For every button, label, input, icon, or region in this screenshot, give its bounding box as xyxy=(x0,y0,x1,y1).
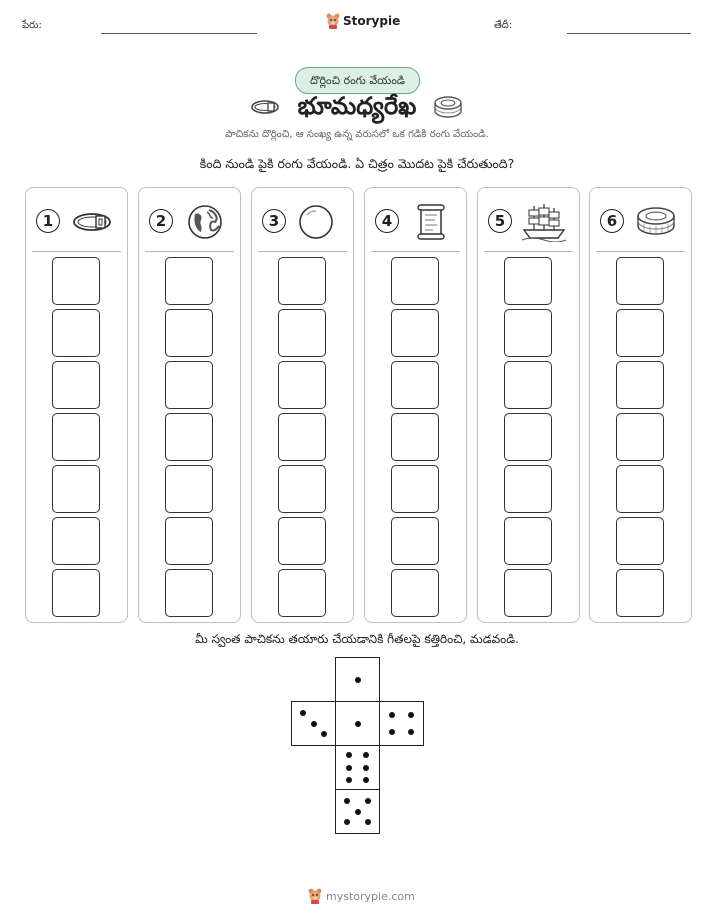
date-label: తేదీ: xyxy=(494,20,513,31)
dice-pip xyxy=(346,765,352,771)
color-cell[interactable] xyxy=(278,257,326,305)
color-cell[interactable] xyxy=(52,413,100,461)
dice-face-6 xyxy=(335,745,380,790)
footer-url: mystorypie.com xyxy=(326,889,415,903)
circle-icon xyxy=(294,202,342,242)
dice-pip xyxy=(321,731,327,737)
color-cell[interactable] xyxy=(616,465,664,513)
dice-pip xyxy=(344,819,350,825)
color-cell[interactable] xyxy=(52,465,100,513)
color-cell[interactable] xyxy=(278,309,326,357)
color-cell[interactable] xyxy=(165,413,213,461)
bear-icon xyxy=(308,888,322,904)
color-cell[interactable] xyxy=(52,309,100,357)
dice-pip xyxy=(355,809,361,815)
column-number: 2 xyxy=(149,209,173,233)
color-cell[interactable] xyxy=(52,361,100,409)
color-cell[interactable] xyxy=(391,361,439,409)
dice-pip xyxy=(408,712,414,718)
color-cell[interactable] xyxy=(616,361,664,409)
column-3 xyxy=(251,187,354,623)
color-cell[interactable] xyxy=(165,569,213,617)
dice-face-5 xyxy=(335,789,380,834)
brand-name: Storypie xyxy=(343,14,401,28)
color-cell[interactable] xyxy=(278,361,326,409)
subtitle: పాచికను దొర్లించి, ఆ సంఖ్య ఉన్న వరుసలో ఒక గడికి రంగు వేయండి. xyxy=(225,129,489,140)
dice-pip xyxy=(408,729,414,735)
instruction: కింది నుండి పైకి రంగు వేయండి. ఏ చిత్రం మొదట పైకి చేరుతుంది? xyxy=(199,156,515,171)
color-cell[interactable] xyxy=(52,569,100,617)
color-cell[interactable] xyxy=(278,517,326,565)
color-cell[interactable] xyxy=(278,569,326,617)
color-cell[interactable] xyxy=(52,257,100,305)
column-1 xyxy=(25,187,128,623)
color-cell[interactable] xyxy=(391,257,439,305)
date-line xyxy=(567,33,691,34)
footer xyxy=(308,888,415,904)
dice-pip xyxy=(346,752,352,758)
column-2 xyxy=(138,187,241,623)
dice-pip xyxy=(344,798,350,804)
dice-pip xyxy=(300,710,306,716)
column-divider xyxy=(371,251,460,252)
column-number: 6 xyxy=(600,209,624,233)
column-6 xyxy=(589,187,692,623)
dice-pip xyxy=(363,777,369,783)
color-cell[interactable] xyxy=(616,257,664,305)
color-cell[interactable] xyxy=(278,465,326,513)
dice-pip xyxy=(365,798,371,804)
color-cell[interactable] xyxy=(616,517,664,565)
column-number: 5 xyxy=(488,209,512,233)
dice-pip xyxy=(346,777,352,783)
color-cell[interactable] xyxy=(165,257,213,305)
page-title: భూమధ్యరేఖ xyxy=(297,92,417,120)
color-cell[interactable] xyxy=(391,309,439,357)
dice-face-4 xyxy=(379,701,424,746)
dice-pip xyxy=(311,721,317,727)
dice-pip xyxy=(389,729,395,735)
dice-pip xyxy=(363,765,369,771)
scroll-icon xyxy=(407,202,455,242)
dice-face-3 xyxy=(291,701,336,746)
color-cell[interactable] xyxy=(52,517,100,565)
dice-pip xyxy=(365,819,371,825)
column-number: 3 xyxy=(262,209,286,233)
column-number: 4 xyxy=(375,209,399,233)
belt-icon xyxy=(68,202,116,242)
color-cell[interactable] xyxy=(391,569,439,617)
color-cell[interactable] xyxy=(391,465,439,513)
color-cell[interactable] xyxy=(616,309,664,357)
column-divider xyxy=(145,251,234,252)
name-label: పేరు: xyxy=(22,20,42,31)
activity-badge: దొర్లించి రంగు వేయండి xyxy=(295,67,420,94)
dice-pip xyxy=(363,752,369,758)
color-cell[interactable] xyxy=(504,569,552,617)
brand-logo xyxy=(326,13,400,29)
color-cell[interactable] xyxy=(165,517,213,565)
dice-pip xyxy=(355,721,361,727)
column-number: 1 xyxy=(36,209,60,233)
ship-icon xyxy=(520,202,568,242)
color-cell[interactable] xyxy=(504,257,552,305)
bear-icon xyxy=(326,13,340,29)
column-divider xyxy=(32,251,121,252)
color-cell[interactable] xyxy=(504,361,552,409)
color-cell[interactable] xyxy=(391,413,439,461)
ring-wall-icon xyxy=(632,202,680,242)
name-line xyxy=(101,33,257,34)
color-cell[interactable] xyxy=(165,361,213,409)
ring-wall-icon xyxy=(432,94,464,120)
dice-face-1 xyxy=(335,701,380,746)
dice-pip xyxy=(355,677,361,683)
color-cell[interactable] xyxy=(616,413,664,461)
color-cell[interactable] xyxy=(278,413,326,461)
color-cell[interactable] xyxy=(165,309,213,357)
dice-face-1 xyxy=(335,657,380,702)
color-cell[interactable] xyxy=(616,569,664,617)
globe-icon xyxy=(181,202,229,242)
color-cell[interactable] xyxy=(504,465,552,513)
dice-pip xyxy=(389,712,395,718)
column-divider xyxy=(484,251,573,252)
column-divider xyxy=(258,251,347,252)
color-cell[interactable] xyxy=(391,517,439,565)
color-cell[interactable] xyxy=(504,309,552,357)
cut-instruction: మీ స్వంత పాచికను తయారు చేయడానికి గీతలపై కత్తిరించి, మడవండి. xyxy=(195,632,519,646)
column-divider xyxy=(596,251,685,252)
column-5 xyxy=(477,187,580,623)
color-cell[interactable] xyxy=(504,413,552,461)
column-4 xyxy=(364,187,467,623)
color-cell[interactable] xyxy=(165,465,213,513)
color-cell[interactable] xyxy=(504,517,552,565)
